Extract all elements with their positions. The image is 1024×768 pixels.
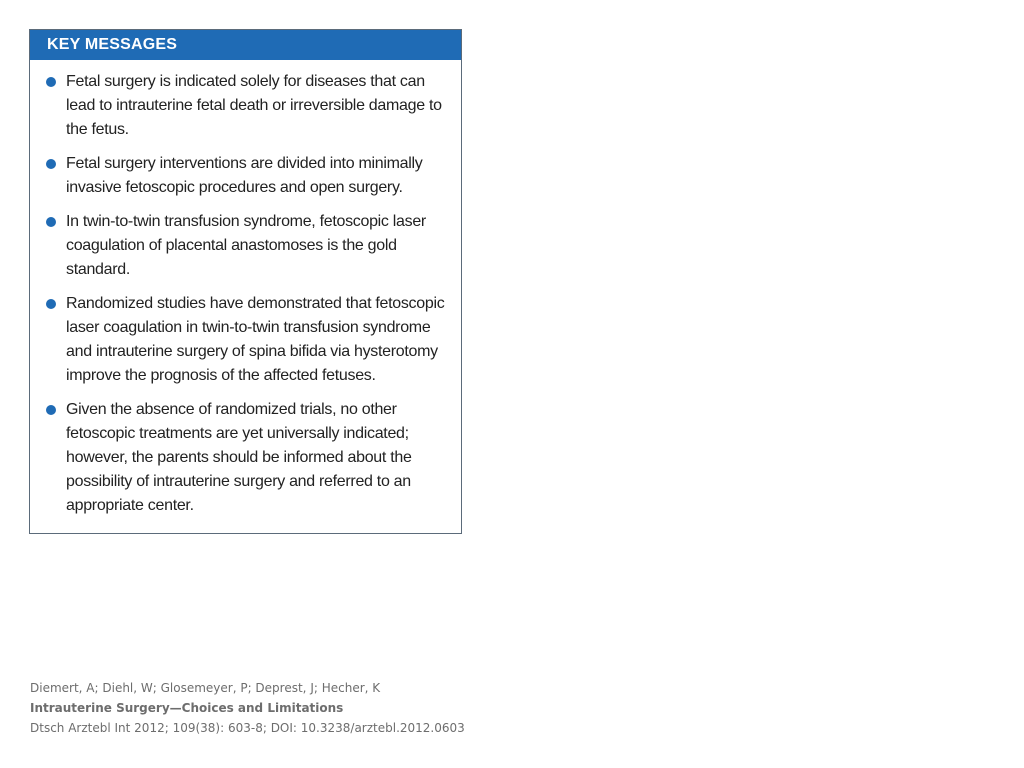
bullet-icon bbox=[46, 159, 56, 169]
list-item bbox=[45, 292, 451, 388]
key-message-text: In twin-to-twin transfusion syndrome, fetoscopic laser coagulation of placental anastomoses is the gold standard. bbox=[66, 213, 426, 278]
key-message-text: Fetal surgery interventions are divided into minimally invasive fetoscopic procedures and open surgery. bbox=[66, 155, 423, 196]
list-item bbox=[45, 152, 451, 200]
list-item bbox=[45, 398, 451, 518]
bullet-icon bbox=[46, 217, 56, 227]
bullet-icon bbox=[46, 299, 56, 309]
key-messages-heading: KEY MESSAGES bbox=[30, 30, 461, 60]
bullet-icon bbox=[46, 77, 56, 87]
citation-authors: Diemert, A; Diehl, W; Glosemeyer, P; Deprest, J; Hecher, K bbox=[30, 681, 381, 695]
list-item bbox=[45, 70, 451, 142]
key-messages-list bbox=[30, 60, 461, 518]
citation-source: Dtsch Arztebl Int 2012; 109(38): 603-8; DOI: 10.3238/arztebl.2012.0603 bbox=[30, 721, 465, 735]
key-messages-box bbox=[29, 29, 462, 534]
citation-title: Intrauterine Surgery—Choices and Limitations bbox=[30, 701, 344, 715]
list-item bbox=[45, 210, 451, 282]
key-message-text: Fetal surgery is indicated solely for diseases that can lead to intrauterine fetal death or irreversible damage to the fetus. bbox=[66, 73, 442, 138]
key-message-text: Randomized studies have demonstrated that fetoscopic laser coagulation in twin-to-twin transfusion syndrome and intrauterine surgery of spina bifida via hysterotomy improve the prognosis of the affected fetuses. bbox=[66, 295, 445, 384]
citation bbox=[30, 678, 465, 738]
bullet-icon bbox=[46, 405, 56, 415]
key-message-text: Given the absence of randomized trials, no other fetoscopic treatments are yet universally indicated; however, the parents should be informed about the possibility of intrauterine surgery and referred to an appropriate center. bbox=[66, 401, 412, 514]
